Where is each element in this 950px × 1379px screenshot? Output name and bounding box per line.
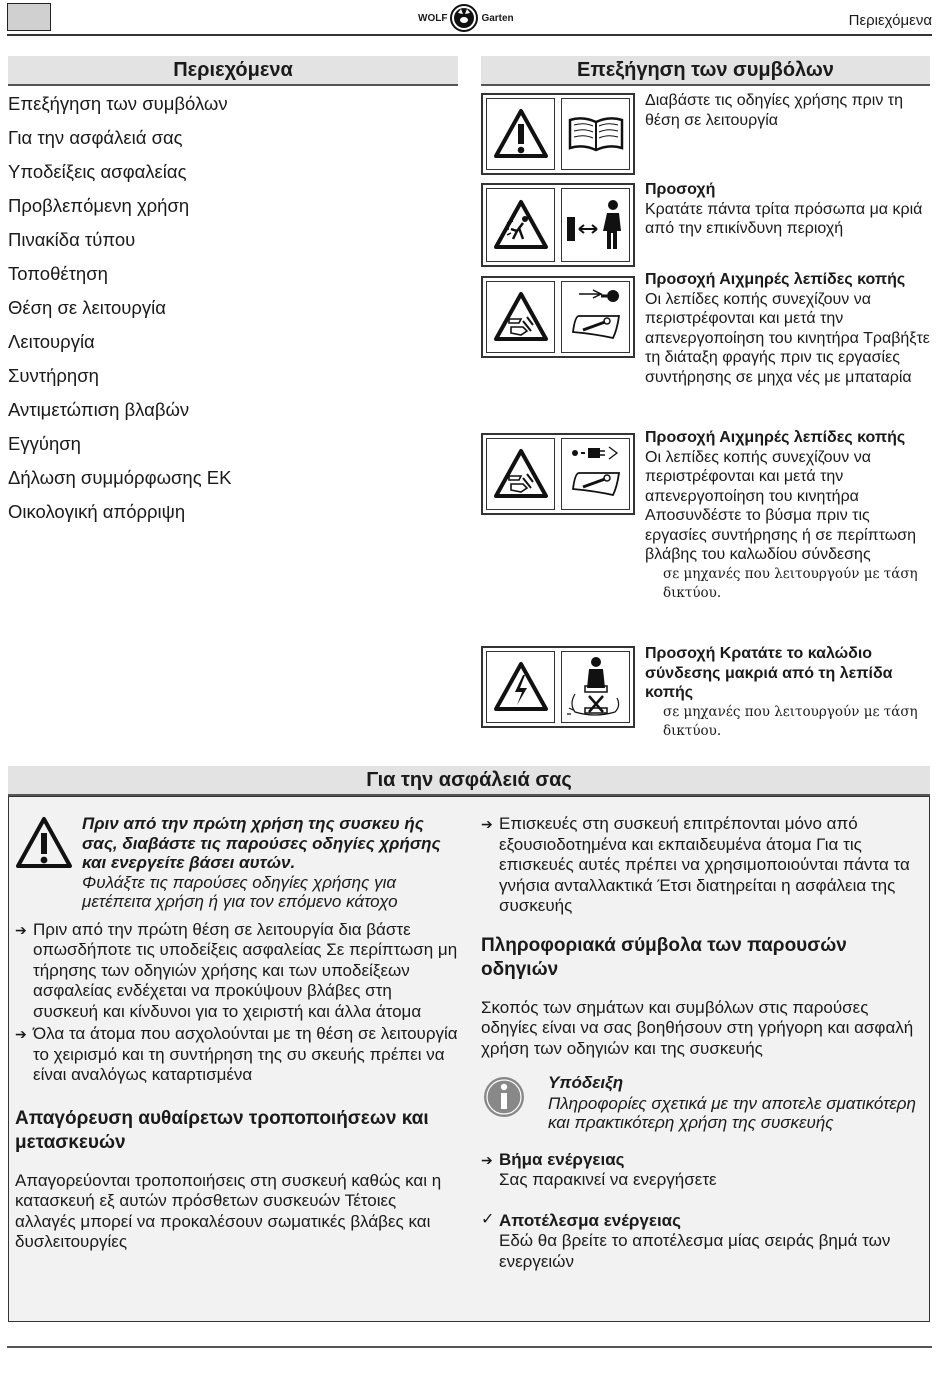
hint-heading: Υπόδειξη: [548, 1073, 624, 1092]
bullet-text: Όλα τα άτομα που ασχολούνται με τη θέση σε λειτουργία το χειρισμό και τη συντήρηση της συ σκευής πρέπει να είναι αναλόγως καταρτισμένα: [33, 1024, 458, 1084]
toc-item[interactable]: Αντιμετώπιση βλαβών: [8, 399, 190, 420]
electric-shock-warning-icon: [486, 651, 555, 723]
safety-bullet: [15, 1024, 460, 1086]
toc-title: Περιεχόμενα: [8, 56, 458, 86]
toc-item[interactable]: Τοποθέτηση: [8, 263, 108, 284]
toc-item[interactable]: Οικολογική απόρριψη: [8, 501, 186, 522]
symbol-text: Οι λεπίδες κοπής συνεχίζουν να περιστρέφονται και μετά την απενεργοποίηση του κινητήρα Αποσυνδέστε το βύσμα πριν τις εργασίες συντήρησης ή σε περίπτωση βλάβης του καλωδίου σύνδεσης: [645, 448, 916, 563]
symbol-box: [481, 276, 635, 358]
safety-title: Για την ασφάλειά σας: [8, 766, 930, 796]
symbol-box: [481, 433, 635, 515]
blade-hand-warning-icon: [486, 438, 555, 510]
step-heading: Βήμα ενέργειας: [499, 1149, 625, 1169]
bullet-text: Πριν από την πρώτη θέση σε λειτουργία δια βάστε οπωσδήποτε τις υποδείξεις ασφαλείας Σε περίπτωση μη τήρησης των οδηγιών χρήσης και των υποδείξεων ασφαλείας ενδέχεται να προκύψουν βλάβες στη συσκευή και κίνδυνοι για το χειριστή και άλλα άτομα: [33, 919, 458, 1021]
action-step: [481, 1150, 921, 1191]
toc-item[interactable]: Υποδείξεις ασφαλείας: [8, 161, 187, 182]
warning-triangle-icon: [15, 816, 73, 870]
symbol-text: Κρατάτε πάντα τρίτα πρόσωπα μα κριά από την επικίνδυνη περιοχή: [645, 200, 923, 237]
cable-away-from-blade-icon: [561, 651, 630, 723]
toc-item[interactable]: Λειτουργία: [8, 331, 95, 352]
hint-block: [481, 1073, 921, 1132]
wolf-garten-logo: [418, 2, 514, 34]
safety-right-column: [481, 814, 921, 1272]
wolf-head-icon: [450, 4, 478, 32]
arrow-right-icon: ➔: [481, 816, 493, 832]
checkmark-icon: ✓: [481, 1210, 495, 1228]
toc-item[interactable]: Θέση σε λειτουργία: [8, 297, 166, 318]
safety-left-column: [15, 814, 460, 1253]
step-text: Σας παρακινεί να ενεργήσετε: [499, 1170, 717, 1189]
modification-heading: Απαγόρευση αυθαίρετων τροποποιήσεων και μετασκευών: [15, 1107, 429, 1153]
toc-item[interactable]: Επεξήγηση των συμβόλων: [8, 93, 228, 114]
warning-bold-text: Πριν από την πρώτη χρήση της συσκευ ής σας, διαβάστε τις παρούσες οδηγίες χρήσης και ενεργείτε βάσει αυτών.: [82, 814, 441, 872]
repair-bullet: [481, 814, 921, 917]
modification-text: Απαγορεύονται τροποποιήσεις στη συσκευή καθώς και η κατασκευή εξ αυτών πρόσθετων συσκευών Τέτοιες αλλαγές μπορεί να προκαλέσουν σωματικές βλάβες και δυσλειτουργίες: [15, 1170, 442, 1251]
blade-hand-warning-icon: [486, 281, 555, 353]
symbol-box: [481, 183, 635, 267]
toc-item[interactable]: Για την ασφάλειά σας: [8, 127, 183, 148]
manual-book-icon: [561, 98, 630, 170]
toc-item[interactable]: Συντήρηση: [8, 365, 99, 386]
remove-safety-key-manual-icon: [561, 281, 630, 353]
symbol-box: [481, 93, 635, 175]
table-of-contents: [8, 92, 458, 534]
result-heading: Αποτέλεσμα ενέργειας: [499, 1210, 681, 1230]
toc-item[interactable]: Προβλεπόμενη χρήση: [8, 195, 190, 216]
warning-italic-text: Φυλάξτε τις παρούσες οδηγίες χρήσης για μετέπειτα χρήση ή για τον επόμενο κάτοχο: [82, 872, 398, 911]
keep-distance-icon: [561, 188, 630, 262]
safety-bullet: [15, 920, 460, 1023]
symbol-note: σε μηχανές που λειτουργούν με τάση δικτύου.: [663, 565, 918, 601]
symbol-note: σε μηχανές που λειτουργούν με τάση δικτύου.: [663, 703, 918, 739]
arrow-right-icon: ➔: [15, 1026, 27, 1042]
symbol-heading: Προσοχή Κρατάτε το καλώδιο σύνδεσης μακριά από τη λεπίδα κοπής: [645, 645, 893, 701]
arrow-right-icon: ➔: [481, 1151, 493, 1168]
info-icon: [483, 1076, 525, 1118]
info-symbols-text: Σκοπός των σημάτων και συμβόλων στις παρούσες οδηγίες είναι να σας βοηθήσουν στη γρήγορη και ασφαλή χρήση των οδηγιών και της συσκευής: [481, 997, 914, 1058]
warning-block: [15, 814, 460, 912]
info-symbols-heading: Πληροφοριακά σύμβολα των παρουσών οδηγιών: [481, 934, 847, 980]
toc-item[interactable]: Δήλωση συμμόρφωσης ΕΚ: [8, 467, 232, 488]
symbol-heading: Προσοχή Αιχμηρές λεπίδες κοπής: [645, 429, 906, 446]
symbol-text: Διαβάστε τις οδηγίες χρήσης πριν τη θέση σε λειτουργία: [645, 92, 903, 129]
footer-divider: [7, 1346, 932, 1348]
warning-triangle-icon: [486, 98, 555, 170]
page-number-box: [7, 3, 51, 31]
symbol-heading: Προσοχή Αιχμηρές λεπίδες κοπής: [645, 271, 906, 288]
toc-item[interactable]: Εγγύηση: [8, 433, 81, 454]
unplug-manual-icon: [561, 438, 630, 510]
symbol-box: [481, 646, 635, 728]
symbol-text: Οι λεπίδες κοπής συνεχίζουν να περιστρέφονται και μετά την απενεργοποίηση του κινητήρα Τραβήξτε τη διάταξη φραγής πριν τις εργασίες συντήρησης σε μηχα νές με μπαταρία: [645, 290, 930, 386]
logo-garten-text: Garten: [481, 12, 514, 24]
logo-wolf-text: WOLF: [418, 12, 448, 24]
hint-text: Πληροφορίες σχετικά με την αποτελε σματικότερη και πρακτικότερη χρήση της συσκευής: [548, 1093, 916, 1132]
header-title: Περιεχόμενα: [848, 12, 932, 29]
symbol-heading: Προσοχή: [645, 181, 716, 198]
repair-text: Επισκευές στη συσκευή επιτρέπονται μόνο από εξουσιοδοτημένα και εκπαιδευμένα άτομα Για τις επισκευές αυτές πρέπει να χρησιμοποιούνται πάντα τα γνήσια ανταλλακτικά Έτσι διατηρείται η ασφάλεια της συσκευής: [499, 814, 910, 915]
header-divider: [7, 34, 932, 36]
thrown-objects-warning-icon: [486, 188, 555, 262]
action-result: [481, 1211, 921, 1273]
result-text: Εδώ θα βρείτε το αποτέλεσμα μίας σειράς βημά των ενεργειών: [499, 1231, 891, 1271]
arrow-right-icon: ➔: [15, 921, 27, 938]
toc-item[interactable]: Πινακίδα τύπου: [8, 229, 136, 250]
symbols-title: Επεξήγηση των συμβόλων: [481, 56, 930, 86]
